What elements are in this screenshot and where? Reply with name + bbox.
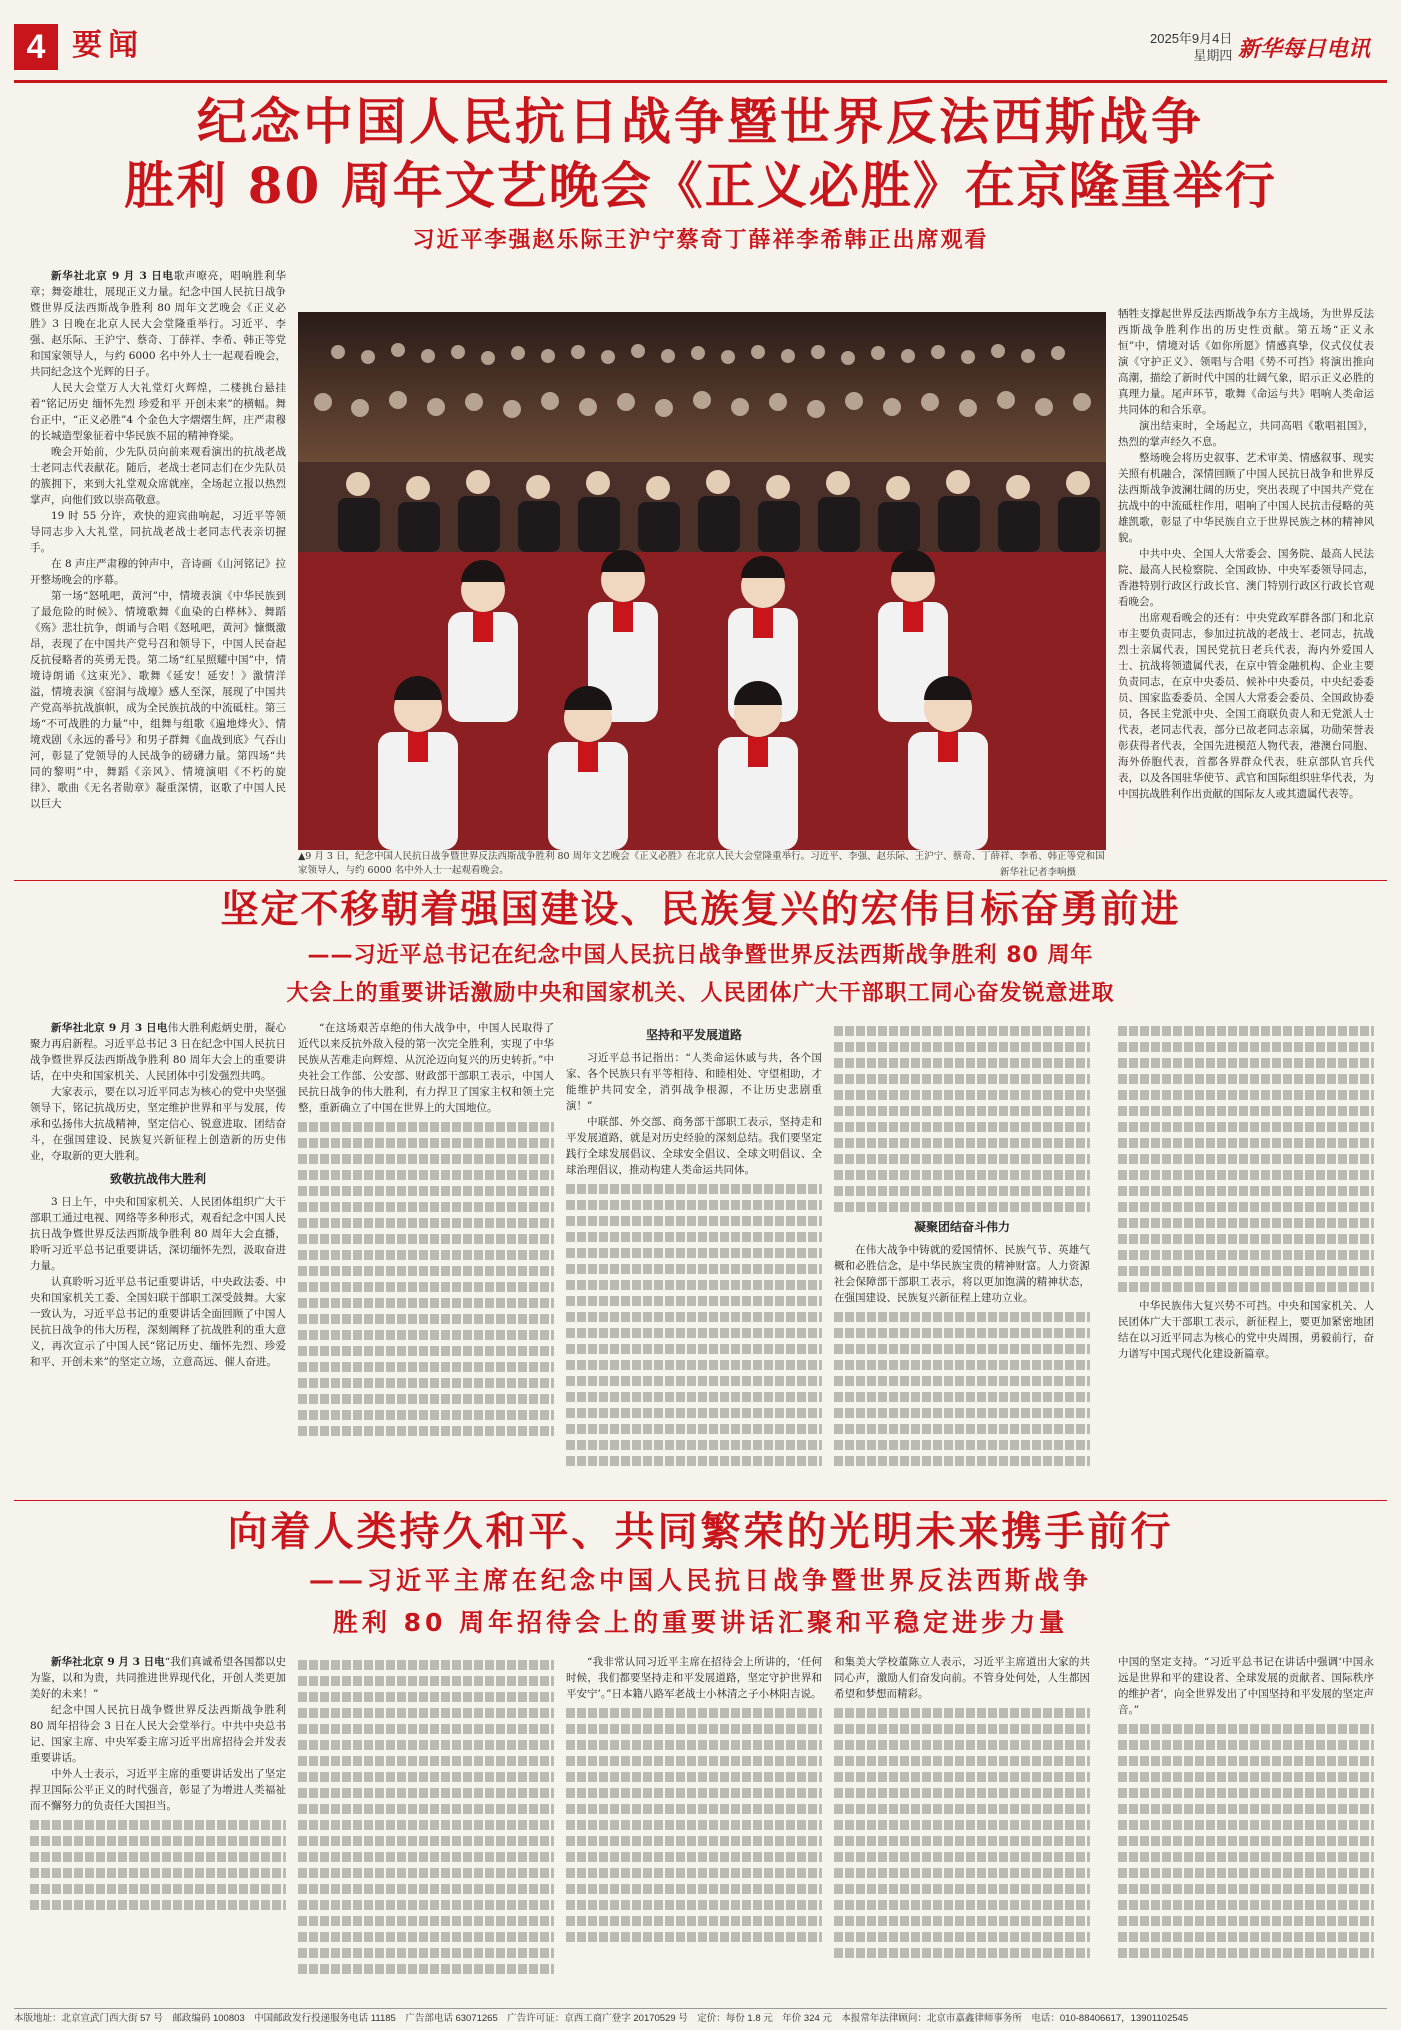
page-number: 4 bbox=[14, 24, 58, 70]
story1-right-para4: 中共中央、全国人大常委会、国务院、最高人民法院、最高人民检察院、全国政协、中央军委领导同志，香港特别行政区行政长官、澳门特别行政区行政长官观看晚会。 bbox=[1118, 548, 1374, 608]
story2-lead: 伟大胜利彪炳史册，凝心聚力再启新程。习近平总书记 3 日在纪念中国人民抗日战争暨世界反法西斯战争胜利 80 周年大会上的重要讲话，在中央和国家机关、人民团体中引发强烈共鸣。 bbox=[30, 1022, 286, 1082]
story2-headline: 坚定不移朝着强国建设、民族复兴的宏伟目标奋勇前进 bbox=[220, 886, 1181, 931]
story1-right-para1: 牺牲支撑起世界反法西斯战争东方主战场，为世界反法西斯战争胜利作出的历史性贡献。第五场“正义永恒”中，情境对话《如你所愿》情感真挚，仪式仪仗表演《守护正义》、领唱与合唱《势不可挡》将演出推向高潮，描绘了新时代中国的壮阔气象，昭示正义必胜的真理力量。尾声环节，歌舞《命运与共》唱响人类命运共同体的和合乐章。 bbox=[1118, 308, 1374, 416]
story2-para-e: 习近平总书记指出：“人类命运休戚与共，各个国家、各个民族只有平等相待、和睦相处、守望相助，才能维护共同安全，消弭战争根源，不让历史悲剧重演！” bbox=[566, 1052, 822, 1112]
story1-headline-line1: 纪念中国人民抗日战争暨世界反法西斯战争 bbox=[197, 92, 1204, 151]
masthead-rule bbox=[14, 80, 1387, 83]
footer-info: 本版地址：北京宣武门西大街 57 号 邮政编码 100803 中国邮政发行投递服务电话 11185 广告部电话 63071265 广告许可证：京西工商广登字 20170529 号 定价：每份 1.8 元 年价 324 元 本报常年法律顾问：北京市嘉鑫律师事务所 电话：010-88406617，13901102545 bbox=[14, 2008, 1387, 2026]
story3-para-b: 中外人士表示，习近平主席的重要讲话发出了坚定捍卫国际公平正义的时代强音，彰显了为增进人类福祉而不懈努力的负责任大国担当。 bbox=[30, 1768, 286, 1812]
issue-weekday: 星期四 bbox=[1193, 48, 1233, 63]
story3-column-4 bbox=[834, 1654, 1090, 2000]
brand-logo: 新华每日电讯 bbox=[1238, 36, 1371, 62]
story2-subhead1: ——习近平总书记在纪念中国人民抗日战争暨世界反法西斯战争胜利 80 周年 bbox=[307, 943, 1094, 968]
body-text-block bbox=[1118, 1026, 1374, 1292]
story3-para-d: 和集美大学校董陈立人表示，习近平主席道出大家的共同心声，激励人们奋发向前。不管身处何处，人生都因希望和梦想而精彩。 bbox=[834, 1656, 1090, 1700]
body-text-block bbox=[834, 1026, 1090, 1212]
story3-para-c: “我非常认同习近平主席在招待会上所讲的，‘任何时候，我们都要坚持走和平发展道路，坚定守护世界和平安宁’。”日本籍八路军老战士小林清之子小林阳吉说。 bbox=[566, 1656, 822, 1700]
body-text-block bbox=[298, 1122, 554, 1436]
section-title: 要闻 bbox=[72, 28, 144, 63]
story2-column-2 bbox=[298, 1020, 554, 1494]
story2-column-5 bbox=[1118, 1020, 1374, 1494]
story3-subhead1: ——习近平主席在纪念中国人民抗日战争暨世界反法西斯战争 bbox=[308, 1566, 1092, 1595]
story1-dateline: 新华社北京 9 月 3 日电 bbox=[51, 270, 174, 282]
story2-para-b: 3 日上午，中央和国家机关、人民团体组织广大干部职工通过电视、网络等多种形式，观看纪念中国人民抗日战争暨世界反法西斯战争胜利 80 周年大会直播，聆听习近平总书记重要讲话，深切缅怀先烈，汲取奋进力量。 bbox=[30, 1196, 286, 1272]
divider bbox=[14, 880, 1387, 881]
story1-right-para2: 演出结束时，全场起立，共同高唱《歌唱祖国》，热烈的掌声经久不息。 bbox=[1118, 420, 1374, 448]
story3-column-5 bbox=[1118, 1654, 1374, 2000]
story3-para-e: 中国的坚定支持。“习近平总书记在讲话中强调‘中国永远是世界和平的建设者、全球发展的贡献者、国际秩序的维护者’，向全世界发出了中国坚持和平发展的坚定声音。” bbox=[1118, 1656, 1374, 1716]
story2-column-4 bbox=[834, 1020, 1090, 1494]
story1-para5: 在 8 声庄严肃穆的钟声中，音诗画《山河铭记》拉开整场晚会的序幕。 bbox=[30, 558, 286, 586]
story2-para-c: 认真聆听习近平总书记重要讲话，中央政法委、中央和国家机关工委、全国妇联干部职工深受鼓舞。大家一致认为，习近平总书记的重要讲话全面回顾了中国人民抗日战争的伟大历程，深刻阐释了抗战胜利的重大意义，再次宣示了中国人民“铭记历史、缅怀先烈、珍爱和平、开创未来”的坚定立场，立意高远、催人奋进。 bbox=[30, 1276, 286, 1368]
story3-column-1 bbox=[30, 1654, 286, 2000]
audience-photo-illustration bbox=[298, 312, 1106, 850]
body-text-block bbox=[30, 1820, 286, 1910]
story1-para3: 晚会开始前，少先队员向前来观看演出的抗战老战士老同志代表献花。随后，老战士老同志们在少先队员的簇拥下，来到大礼堂观众席就座，全场起立报以热烈掌声，向他们致以崇高敬意。 bbox=[30, 446, 286, 506]
story3-column-3 bbox=[566, 1654, 822, 2000]
body-text-block bbox=[834, 1708, 1090, 1958]
body-text-block bbox=[566, 1184, 822, 1466]
story1-subhead: 习近平李强赵乐际王沪宁蔡奇丁薛祥李希韩正出席观看 bbox=[412, 228, 989, 253]
story3-column-2 bbox=[298, 1654, 554, 2000]
story2-subhead2: 大会上的重要讲话激励中央和国家机关、人民团体广大干部职工同心奋发锐意进取 bbox=[286, 981, 1115, 1006]
story1-left-column bbox=[30, 268, 286, 872]
story3-subhead2: 胜利 80 周年招待会上的重要讲话汇聚和平稳定进步力量 bbox=[332, 1608, 1069, 1637]
issue-date-block bbox=[1150, 30, 1232, 64]
story2-para-g: 在伟大战争中铸就的爱国情怀、民族气节、英雄气概和必胜信念，是中华民族宝贵的精神财富。人力资源社会保障部干部职工表示，将以更加饱满的精神状态，在强国建设、民族复兴新征程上建功立业。 bbox=[834, 1244, 1090, 1304]
story2-section3-title: 凝聚团结奋斗伟力 bbox=[913, 1220, 1010, 1234]
story3-lead: “我们真诚希望各国都以史为鉴，以和为贵，共同推进世界现代化，开创人类更加美好的未来！” bbox=[30, 1656, 286, 1700]
divider bbox=[14, 1500, 1387, 1501]
story3-para-a: 纪念中国人民抗日战争暨世界反法西斯战争胜利 80 周年招待会 3 日在人民大会堂举行。中共中央总书记、国家主席、中央军委主席习近平出席招待会并发表重要讲话。 bbox=[30, 1704, 286, 1764]
story2-para-a: 大家表示，要在以习近平同志为核心的党中央坚强领导下，铭记抗战历史，坚定维护世界和平与发展，传承和弘扬伟大抗战精神，坚定信心、锐意进取、团结奋斗，在强国建设、民族复兴新征程上创造新的历史伟业，夺取新的更大胜利。 bbox=[30, 1086, 286, 1162]
story1-para6: 第一场“怒吼吧，黄河”中，情境表演《中华民族到了最危险的时候》、情境歌舞《血染的白桦林》、舞蹈《殇》悲壮抗争，朗诵与合唱《怒吼吧，黄河》慷慨激昂，表现了在中国共产党号召和领导下，中国人民奋起反抗侵略者的英勇无畏。第二场“红星照耀中国”中，情境诗朗诵《这束光》、歌舞《延安！延安！》激情洋溢，情境表演《窑洞与战壕》感人至深，展现了中国共产党高举抗战旗帜，成为全民族抗战的中流砥柱。第三场“不可战胜的力量”中，组舞与组歌《遍地烽火》、情境戏剧《永远的番号》和男子群舞《血战到底》气吞山河，彰显了党领导的人民战争的磅礴力量。第四场“共同的黎明”中，舞蹈《亲风》、情境演唱《不朽的旋律》、歌曲《无名者勋章》凝重深情，讴歌了中国人民以巨大 bbox=[30, 590, 286, 810]
issue-date: 2025年9月4日 bbox=[1150, 31, 1233, 46]
story1-right-column bbox=[1118, 306, 1374, 872]
story3-headline: 向着人类持久和平、共同繁荣的光明未来携手前行 bbox=[227, 1508, 1174, 1555]
story1-para4: 19 时 55 分许，欢快的迎宾曲响起，习近平等领导同志步入大礼堂，同抗战老战士老同志代表亲切握手。 bbox=[30, 510, 286, 554]
story2-section1-title: 致敬抗战伟大胜利 bbox=[109, 1172, 206, 1186]
story2-para-f: 中联部、外交部、商务部干部职工表示，坚持走和平发展道路，就是对历史经验的深刻总结。我们要坚定践行全球发展倡议、全球安全倡议、全球文明倡议、全球治理倡议，推动构建人类命运共同体。 bbox=[566, 1116, 822, 1176]
story2-para-h: 中华民族伟大复兴势不可挡。中央和国家机关、人民团体广大干部职工表示，新征程上，要更加紧密地团结在以习近平同志为核心的党中央周围，勇毅前行，奋力谱写中国式现代化建设新篇章。 bbox=[1118, 1300, 1374, 1360]
story1-right-para3: 整场晚会将历史叙事、艺术审美、情感叙事、现实关照有机融合，深情回顾了中国人民抗日战争和世界反法西斯战争波澜壮阔的历史，突出表现了中国共产党在抗战中的中流砥柱作用，唱响了中国人民抗击侵略的英雄凯歌，彰显了中华民族自立于世界民族之林的精神风貌。 bbox=[1118, 452, 1374, 544]
story2-column-1 bbox=[30, 1020, 286, 1494]
body-text-block bbox=[834, 1312, 1090, 1466]
story1-para1: 歌声嘹亮，唱响胜利华章；舞姿雄壮，展现正义力量。纪念中国人民抗日战争暨世界反法西斯战争胜利 80 周年文艺晚会《正义必胜》3 日晚在北京人民大会堂隆重举行。习近平、李强、赵乐际、王沪宁、蔡奇、丁薛祥、李希、韩正等党和国家领导人，与约 6000 名中外人士一起观看晚会，共同纪念这个光辉的日子。 bbox=[30, 270, 286, 378]
photo-caption: ▲9 月 3 日，纪念中国人民抗日战争暨世界反法西斯战争胜利 80 周年文艺晚会《正义必胜》在北京人民大会堂隆重举行。习近平、李强、赵乐际、王沪宁、蔡奇、丁薛祥、李希、韩正等党和国家领导人，与约 6000 名中外人士一起观看晚会。 bbox=[298, 851, 1105, 876]
story2-dateline: 新华社北京 9 月 3 日电 bbox=[51, 1022, 168, 1034]
story1-headline-line2: 胜利 80 周年文艺晚会《正义必胜》在京隆重举行 bbox=[124, 156, 1277, 215]
photo-credit: 新华社记者李响摄 bbox=[1000, 867, 1077, 878]
body-text-block bbox=[1118, 1724, 1374, 1958]
story1-photo bbox=[298, 312, 1106, 850]
story2-para-d: “在这场艰苦卓绝的伟大战争中，中国人民取得了近代以来反抗外敌入侵的第一次完全胜利，实现了中华民族从苦难走向辉煌、从沉沦迈向复兴的历史转折。”中央社会工作部、公安部、财政部干部职工表示，中国人民抗日战争的伟大胜利，有力捍卫了国家主权和领土完整，重新确立了中国在世界上的大国地位。 bbox=[298, 1022, 554, 1114]
story2-section2-title: 坚持和平发展道路 bbox=[645, 1028, 742, 1042]
body-text-block bbox=[298, 1660, 554, 1974]
story1-para2: 人民大会堂万人大礼堂灯火辉煌，二楼挑台悬挂着“铭记历史 缅怀先烈 珍爱和平 开创未来”的横幅。舞台正中，“正义必胜”4 个金色大字熠熠生辉，庄严肃穆的长城造型象征着中华民族不屈的精神脊梁。 bbox=[30, 382, 286, 442]
story1-right-para5: 出席观看晚会的还有：中央党政军群各部门和北京市主要负责同志，参加过抗战的老战士、老同志，抗战烈士亲属代表，国民党抗日老兵代表，海内外爱国人士、抗战将领遗属代表，在京中管金融机构、企业主要负责同志，在京中央委员、候补中央委员，中央纪委委员、国家监委委员、全国人大常委会委员、全国政协委员，各民主党派中央、全国工商联负责人和无党派人士代表，老同志代表，部分已故老同志亲属，功勋荣誉表彰获得者代表，全国先进模范人物代表，港澳台同胞、海外侨胞代表，首都各界群众代表，驻京部队官兵代表，以及各国驻华使节、武官和国际组织驻华代表，为中国抗战胜利作出贡献的国际友人或其遗属代表等。 bbox=[1118, 612, 1374, 800]
body-text-block bbox=[566, 1708, 822, 1942]
story3-dateline: 新华社北京 9 月 3 日电 bbox=[51, 1656, 165, 1668]
story2-column-3 bbox=[566, 1020, 822, 1494]
